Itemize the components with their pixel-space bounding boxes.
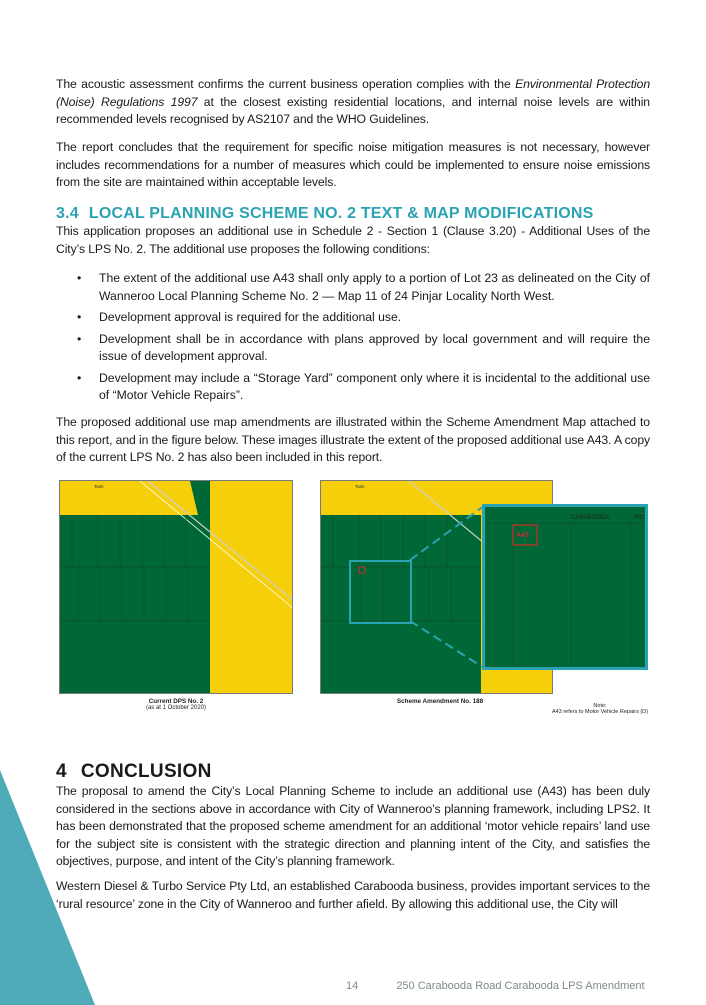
list-item: • Development approval is required for the additional use. <box>77 310 402 324</box>
page-number: 14 <box>346 980 359 992</box>
current-map-caption: Current DPS No. 2 (as at 1 October 2020) <box>145 698 207 711</box>
paragraph-map-amendments: The proposed additional use map amendments are illustrated within the Scheme Amendment Map attached to this report, and in the figure below. These images illustrate the extent of the proposed additional use A43. A copy of the current LPS No. 2 has also been included in this report. <box>56 415 650 464</box>
section-heading-4: 4 CONCLUSION <box>56 761 212 782</box>
paragraph-recommendations: The report concludes that the requirement for specific noise mitigation measures is not necessary, however includes recommendations for a number of measures which could be implemented to ensure noise emissions from the site are maintained within acceptable levels. <box>56 140 650 189</box>
decorative-corner-triangle <box>0 770 95 1005</box>
list-item: • Development shall be in accordance with plans approved by local government and will require the issue of development approval. <box>77 331 650 363</box>
paragraph-acoustic: The acoustic assessment confirms the current business operation complies with the Environmental Protection (Noise) Regulations 1997 at the closest existing residential locations, and internal noise levels are within recommended levels recognised by AS2107 and the WHO Guidelines. <box>56 77 650 126</box>
map-label-right: Tank <box>355 484 365 489</box>
list-item: • The extent of the additional use A43 shall only apply to a portion of Lot 23 as delineated on the City of Wanneroo Local Planning Scheme No. 2 — Map 11 of 24 Pinjar Locality North West. <box>77 271 650 303</box>
road-label: CARABOODA <box>571 515 610 521</box>
section-heading-3-4: 3.4 LOCAL PLANNING SCHEME NO. 2 TEXT & MAP MODIFICATIONS <box>56 205 594 222</box>
document-title: 250 Carabooda Road Carabooda LPS Amendment <box>396 980 645 992</box>
list-item: • Development may include a “Storage Yard” component only where it is incidental to the additional use of “Motor Vehicle Repairs”. <box>77 370 650 402</box>
amendment-map-caption: Scheme Amendment No. 188 <box>396 698 484 705</box>
road-label-suffix: RO <box>635 515 644 521</box>
map-note: Note: A43 refers to Motor Vehicle Repairs (D) <box>552 703 648 715</box>
a43-label: A43 <box>516 532 529 539</box>
a43-inset-zoom <box>482 504 648 670</box>
conclusion-paragraph-1: The proposal to amend the City’s Local Planning Scheme to include an additional use (A43) has been duly considered in the sections above in accordance with City of Wanneroo’s planning framework, including LPS2. It has been demonstrated that the proposed scheme amendment for an additional ‘motor vehicle repairs’ land use for the subject site is consistent with the strategic direction and planning intent of the City, and satisfies the objectives, purpose, and intent of the City’s planning framework. <box>56 784 650 868</box>
page-footer <box>346 980 645 992</box>
conclusion-paragraph-2: Western Diesel & Turbo Service Pty Ltd, an established Carabooda business, provides important services to the ‘rural resource’ zone in the City of Wanneroo and further afield. By allowing this additional use, the City will <box>56 879 650 911</box>
map-label-left: Tank <box>94 484 104 489</box>
section-3-4-intro: This application proposes an additional use in Schedule 2 - Section 1 (Clause 3.20) - Additional Uses of the City’s LPS No. 2. The additional use proposes the following conditions: <box>56 224 650 256</box>
regulation-title: Environmental Protection (Noise) Regulations 1997 <box>56 77 650 109</box>
